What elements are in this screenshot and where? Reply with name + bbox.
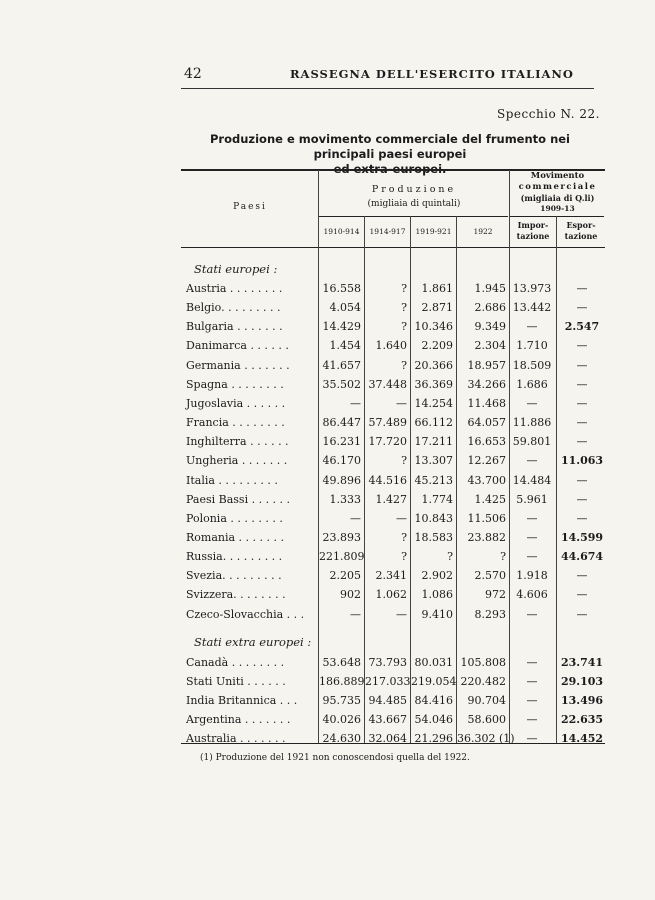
table-cell-p4: 34.266: [467, 377, 506, 391]
table-cell-exp: 22.635: [560, 713, 604, 726]
table-cell-p4: 18.957: [467, 358, 506, 372]
table-cell-imp: 18.509: [512, 358, 552, 372]
table-number: Specchio N. 22.: [497, 107, 600, 121]
table-cell-p4: 11.506: [467, 511, 506, 525]
table-cell-p1: 221.809: [319, 550, 365, 564]
country-name: Spagna . . . . . . . .: [186, 377, 284, 391]
col-header-movimento-unit: (migliaia di Q.li): [520, 193, 595, 203]
table-cell-exp: —: [576, 511, 588, 525]
country-name: Bulgaria . . . . . . .: [186, 320, 283, 334]
col-header-year-4: 1922: [473, 227, 493, 236]
table-cell-p4: 9.349: [474, 320, 506, 334]
table-cell-exp: —: [576, 282, 588, 295]
table-cell-p2: 37.448: [368, 377, 407, 391]
table-cell-p4: 220.482: [460, 675, 506, 688]
table-cell-p1: —: [350, 607, 361, 621]
table-cell-p2: ?: [401, 454, 407, 468]
table-cell-p2: ?: [401, 301, 407, 315]
country-name: Romania . . . . . . .: [186, 530, 285, 544]
page-number: 42: [184, 66, 202, 82]
table-cell-p2: —: [396, 396, 407, 410]
table-cell-p3: 2.209: [421, 339, 453, 353]
table-cell-p3: 84.416: [414, 694, 453, 707]
col-header-paesi: Paesi: [233, 202, 267, 212]
header-bottom-rule: [181, 247, 605, 248]
table-cell-p2: 1.062: [375, 588, 407, 602]
table-cell-imp: 1.686: [516, 377, 548, 391]
table-cell-p4: 64.057: [467, 416, 506, 430]
table-cell-imp: —: [526, 454, 538, 468]
table-cell-p4: 2.570: [474, 569, 506, 583]
table-cell-exp: 14.599: [560, 530, 604, 544]
table-cell-exp: 2.547: [564, 320, 600, 334]
table-cell-exp: —: [576, 377, 588, 391]
table-cell-p4: 1.945: [474, 282, 506, 295]
col-header-year-1: 1910-914: [323, 227, 360, 236]
table-cell-imp: 13.973: [512, 282, 552, 295]
country-name: Polonia . . . . . . . .: [186, 511, 283, 525]
table-cell-p2: 17.720: [368, 435, 407, 449]
table-cell-p3: 9.410: [421, 607, 453, 621]
country-name: Czeco-Slovacchia . . .: [186, 607, 305, 621]
table-cell-exp: 11.063: [560, 454, 604, 468]
table-cell-imp: 5.961: [516, 492, 548, 506]
country-name: India Britannica . . .: [186, 694, 298, 707]
table-cell-p1: 14.429: [322, 320, 361, 334]
table-cell-imp: 1.918: [516, 569, 548, 583]
country-name: Belgio. . . . . . . . .: [186, 301, 281, 315]
table-cell-p2: 2.341: [375, 569, 407, 583]
table-cell-exp: —: [576, 569, 588, 583]
section-stati-extra-europei: Stati extra europei :: [194, 635, 312, 649]
table-cell-p3: 17.211: [414, 435, 453, 449]
table-cell-p1: 53.648: [322, 656, 361, 669]
table-cell-p2: 43.667: [368, 713, 407, 726]
table-cell-p2: ?: [401, 358, 407, 372]
table-cell-p4: 8.293: [474, 607, 506, 621]
table-cell-p3: 80.031: [414, 656, 453, 669]
header-sub-rule-production: [318, 216, 508, 217]
table-cell-p1: 24.630: [322, 732, 361, 745]
header-sub-rule-movement: [510, 216, 604, 217]
country-name: Jugoslavia . . . . . .: [186, 396, 286, 410]
table-cell-exp: —: [576, 339, 588, 353]
table-cell-imp: —: [526, 530, 538, 544]
country-name: Francia . . . . . . . .: [186, 416, 285, 430]
table-cell-exp: —: [576, 588, 588, 602]
country-name: Stati Uniti . . . . . .: [186, 675, 286, 688]
footnote: (1) Produzione del 1921 non conoscendosi quella del 1922.: [200, 753, 470, 763]
table-cell-imp: —: [526, 732, 538, 745]
table-cell-exp: —: [576, 607, 588, 621]
country-name: Svizzera. . . . . . . .: [186, 588, 286, 602]
table-cell-imp: —: [526, 675, 538, 688]
table-cell-p1: 41.657: [322, 358, 361, 372]
country-name: Russia. . . . . . . . .: [186, 550, 283, 564]
table-cell-exp: —: [576, 358, 588, 372]
table-cell-p4: 105.808: [460, 656, 506, 669]
table-cell-imp: —: [526, 320, 538, 334]
table-cell-p4: 43.700: [467, 473, 506, 487]
table-cell-p3: 2.902: [421, 569, 453, 583]
table-cell-imp: —: [526, 511, 538, 525]
table-cell-exp: —: [576, 416, 588, 430]
table-cell-p1: 1.454: [329, 339, 361, 353]
country-name: Inghilterra . . . . . .: [186, 435, 289, 449]
table-cell-p4: 972: [485, 588, 506, 602]
col-header-produzione-unit: (migliaia di quintali): [367, 199, 461, 209]
table-cell-exp: 14.452: [560, 732, 604, 745]
table-cell-exp: —: [576, 396, 588, 410]
table-cell-imp: —: [526, 396, 538, 410]
table-cell-p2: 1.640: [375, 339, 407, 353]
country-name: Danimarca . . . . . .: [186, 339, 289, 353]
table-cell-p1: 1.333: [329, 492, 361, 506]
col-header-movimento-years: 1909-13: [540, 204, 575, 213]
country-name: Svezia. . . . . . . . .: [186, 569, 282, 583]
section-stati-europei: Stati europei :: [194, 262, 278, 276]
table-cell-p1: 4.054: [329, 301, 361, 315]
table-cell-p4: 2.304: [474, 339, 506, 353]
table-cell-p4: 58.600: [467, 713, 506, 726]
table-cell-imp: 14.484: [512, 473, 552, 487]
table-cell-exp: 44.674: [560, 550, 604, 564]
table-cell-p1: 23.893: [322, 530, 361, 544]
country-name: Ungheria . . . . . . .: [186, 454, 288, 468]
col-header-movimento-2: commerciale: [518, 182, 597, 192]
table-cell-exp: 13.496: [560, 694, 604, 707]
col-header-year-2: 1914-917: [369, 227, 406, 236]
col-header-importazione: Impor-: [517, 220, 549, 230]
table-cell-p4: 12.267: [467, 454, 506, 468]
table-cell-imp: 59.801: [512, 435, 552, 449]
table-cell-p2: ?: [401, 530, 407, 544]
table-cell-p2: ?: [401, 282, 407, 295]
table-cell-p1: 86.447: [322, 416, 361, 430]
table-cell-p1: —: [350, 396, 361, 410]
table-cell-p1: 46.170: [322, 454, 361, 468]
table-cell-p4: 2.686: [474, 301, 506, 315]
table-cell-imp: 11.886: [512, 416, 552, 430]
caption-line-2: ed extra-europei.: [333, 162, 447, 176]
table-cell-imp: —: [526, 550, 538, 564]
table-cell-p3: 2.871: [421, 301, 453, 315]
table-cell-p1: 16.558: [322, 282, 361, 295]
table-cell-imp: —: [526, 713, 538, 726]
table-cell-p3: 18.583: [414, 530, 453, 544]
table-cell-p3: 14.254: [414, 396, 453, 410]
country-name: Argentina . . . . . . .: [186, 713, 291, 726]
table-cell-imp: —: [526, 656, 538, 669]
col-header-produzione: Produzione: [371, 184, 457, 195]
table-cell-p4: 16.653: [467, 435, 506, 449]
table-cell-p4: ?: [500, 550, 506, 564]
table-cell-p2: 73.793: [368, 656, 407, 669]
table-cell-p2: 44.516: [368, 473, 407, 487]
country-name: Italia . . . . . . . . .: [186, 473, 278, 487]
table-cell-p1: 35.502: [322, 377, 361, 391]
running-title: RASSEGNA DELL'ESERCITO ITALIANO: [290, 67, 574, 81]
table-cell-imp: 13.442: [512, 301, 552, 315]
table-cell-p1: —: [350, 511, 361, 525]
table-cell-p2: 32.064: [368, 732, 407, 745]
table-cell-p3: 10.843: [414, 511, 453, 525]
table-cell-p2: 217.033: [365, 675, 411, 688]
col-header-movimento: Movimento: [530, 171, 585, 181]
table-cell-p1: 49.896: [322, 473, 361, 487]
table-cell-exp: —: [576, 473, 588, 487]
table-cell-p1: 902: [340, 588, 361, 602]
table-cell-p2: 1.427: [375, 492, 407, 506]
table-cell-p2: ?: [401, 320, 407, 334]
table-cell-p1: 2.205: [329, 569, 361, 583]
col-header-esportazione: Espor-: [566, 220, 596, 230]
table-cell-imp: —: [526, 607, 538, 621]
table-cell-p2: ?: [401, 550, 407, 564]
table-cell-p1: 16.231: [322, 435, 361, 449]
table-cell-p1: 40.026: [322, 713, 361, 726]
country-name: Austria . . . . . . . .: [186, 282, 283, 295]
table-cell-p2: 94.485: [368, 694, 407, 707]
col-header-year-3: 1919-921: [415, 227, 452, 236]
table-cell-exp: —: [576, 492, 588, 506]
table-cell-p3: 219.054: [411, 675, 457, 688]
table-cell-p2: 57.489: [368, 416, 407, 430]
table-cell-p4: 1.425: [474, 492, 506, 506]
table-cell-p3: 36.369: [414, 377, 453, 391]
header-rule: [181, 88, 594, 89]
caption-line-1: Produzione e movimento commerciale del frumento nei principali paesi europei: [210, 132, 570, 161]
table-cell-p3: 54.046: [414, 713, 453, 726]
country-name: Paesi Bassi . . . . . .: [186, 492, 291, 506]
country-name: Germania . . . . . . .: [186, 358, 290, 372]
table-cell-p1: 186.889: [319, 675, 365, 688]
table-cell-p4: 36.302 (1): [457, 732, 515, 745]
table-cell-p3: 21.296: [414, 732, 453, 745]
table-cell-p3: 45.213: [414, 473, 453, 487]
table-cell-exp: —: [576, 435, 588, 449]
table-cell-p2: —: [396, 511, 407, 525]
table-cell-p4: 90.704: [467, 694, 506, 707]
table-cell-p3: 10.346: [414, 320, 453, 334]
table-cell-imp: 1.710: [516, 339, 548, 353]
table-cell-p2: —: [396, 607, 407, 621]
table-cell-p3: 66.112: [414, 416, 453, 430]
table-cell-p3: ?: [447, 550, 453, 564]
table-cell-p3: 1.774: [421, 492, 453, 506]
table-cell-p3: 20.366: [414, 358, 453, 372]
table-cell-p4: 11.468: [467, 396, 506, 410]
table-cell-p4: 23.882: [467, 530, 506, 544]
table-cell-imp: —: [526, 694, 538, 707]
table-cell-exp: 29.103: [560, 675, 604, 688]
table-cell-imp: 4.606: [516, 588, 548, 602]
table-cell-p3: 13.307: [414, 454, 453, 468]
col-header-importazione-2: tazione: [516, 231, 550, 241]
table-cell-p1: 95.735: [322, 694, 361, 707]
col-header-esportazione-2: tazione: [564, 231, 598, 241]
country-name: Canadà . . . . . . . .: [186, 656, 285, 669]
table-cell-exp: —: [576, 301, 588, 315]
table-cell-exp: 23.741: [560, 656, 604, 669]
table-cell-p3: 1.086: [421, 588, 453, 602]
country-name: Australia . . . . . . .: [186, 732, 286, 745]
table-cell-p3: 1.861: [421, 282, 453, 295]
